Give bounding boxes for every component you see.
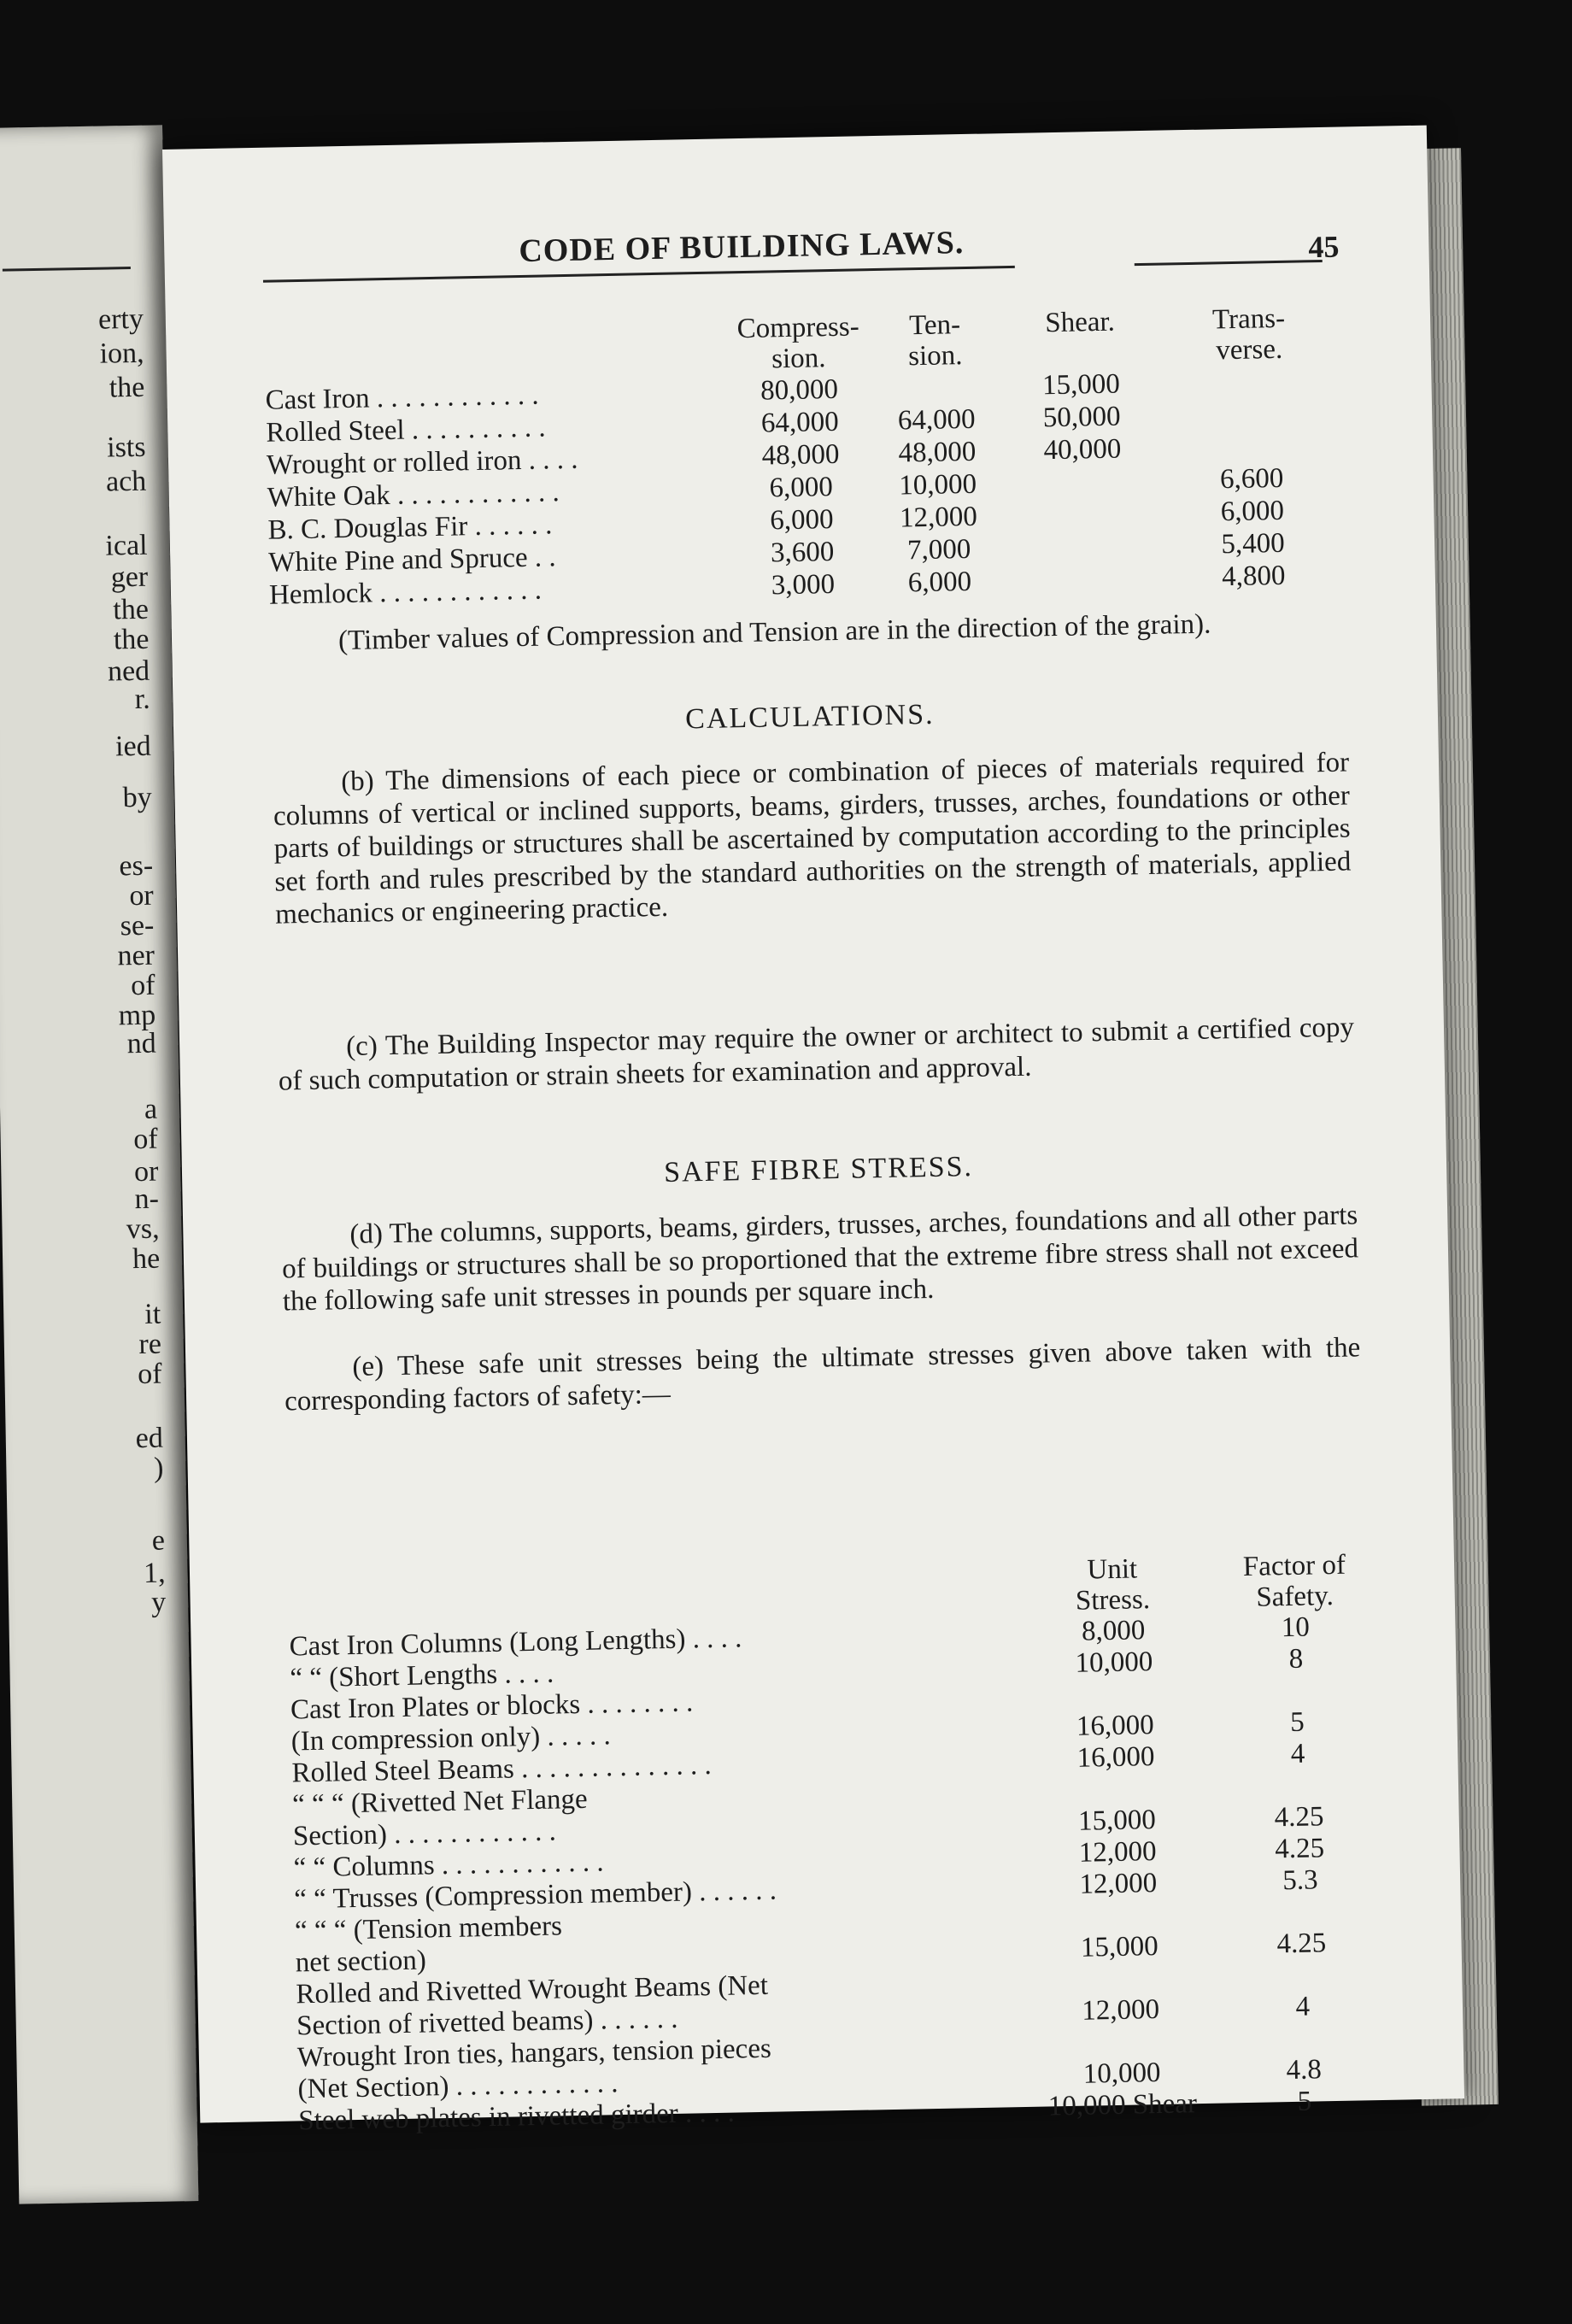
left-page-fragments: [0, 125, 167, 1618]
compression-value: 64,000: [760, 406, 839, 439]
left-page-fragment: mp: [118, 999, 156, 1032]
tension-value: 7,000: [906, 533, 971, 566]
stress-item-name: Cast Iron Plates or blocks . . . . . . . . (In compression only) . . . . .: [290, 1687, 694, 1758]
paragraph-d: (d) The columns, supports, beams, girders, trusses, arches, foundations and all other parts of buildings or structures shall be so proportioned that the extreme fibre stress shall not exceed the following safe unit stresses in pounds per square inch.: [281, 1200, 1359, 1318]
left-page-fragment: ied: [114, 730, 151, 763]
material-name: White Pine and Spruce . .: [267, 542, 556, 578]
left-page-fragment: se-: [120, 909, 155, 942]
factor-of-safety-value: 4.25: [1275, 1833, 1325, 1865]
compression-value: 3,600: [770, 536, 835, 569]
left-page-fragment: ical: [105, 529, 148, 562]
left-page-fragment: nd: [126, 1027, 157, 1060]
tension-value: 10,000: [898, 468, 977, 502]
left-page-rule: [3, 267, 131, 272]
factor-of-safety-value: 5: [1297, 2086, 1312, 2117]
unit-stress-value: 12,000: [1079, 1868, 1158, 1900]
left-page-fragment: ion,: [99, 337, 144, 370]
left-page-fragment: a: [144, 1093, 158, 1125]
shear-value: 15,000: [1041, 368, 1121, 402]
left-page-fragment: of: [137, 1358, 162, 1391]
left-page-fragment: he: [132, 1242, 161, 1276]
left-page-fragment: 1,: [143, 1557, 166, 1589]
material-name: Cast Iron . . . . . . . . . . . .: [265, 379, 539, 416]
left-page-fragment: or: [129, 879, 155, 913]
stress-item-name: “ “ “ (Tension members net section): [294, 1910, 563, 1979]
left-page-fragment: r.: [134, 683, 151, 715]
material-name: White Oak . . . . . . . . . . . .: [267, 477, 560, 514]
left-page-fragment: the: [109, 371, 145, 404]
shear-value: [1008, 562, 1163, 597]
unit-stress-value: 16,000: [1076, 1741, 1155, 1774]
tension-value: 6,000: [907, 566, 972, 599]
unit-stress-value: 8,000: [1081, 1615, 1146, 1647]
compression-value: 3,000: [771, 568, 836, 602]
paragraph-c: (c) The Building Inspector may require the owner or architect to submit a certified copy of such computation or strain sheets for examination and approval.: [278, 1012, 1355, 1097]
compression-value: 6,000: [769, 472, 834, 504]
left-page-fragment: it: [144, 1298, 161, 1330]
shear-value: [1006, 497, 1161, 532]
stress-item-name: “ “ Columns . . . . . . . . . . . .: [293, 1846, 604, 1884]
material-name: Rolled Steel . . . . . . . . . .: [266, 412, 546, 449]
transverse-value: [1158, 364, 1342, 400]
timber-note: (Timber values of Compression and Tension are in the direction of the grain).: [337, 608, 1211, 657]
left-page-fragment: e: [151, 1524, 166, 1557]
factor-of-safety-value: 4.25: [1276, 1928, 1327, 1960]
materials-table-body: [265, 364, 1346, 612]
left-page-fragment: ): [153, 1452, 164, 1484]
factor-of-safety-value: 4: [1290, 1738, 1305, 1769]
header-transverse: Trans- verse.: [1211, 302, 1286, 367]
unit-stress-value: 16,000: [1076, 1710, 1155, 1742]
left-page-fragment: ists: [106, 431, 146, 464]
material-name: Hemlock . . . . . . . . . . . .: [268, 574, 543, 611]
left-page-fragment: y: [150, 1586, 167, 1618]
calculations-heading: CALCULATIONS.: [684, 698, 935, 736]
left-page-fragment: ed: [135, 1422, 164, 1455]
transverse-value: 6,600: [1219, 462, 1284, 496]
header-shear: Shear.: [1044, 306, 1116, 339]
left-page-fragment: ned: [107, 654, 150, 688]
stress-item-name: “ “ (Short Lengths . . . .: [290, 1658, 554, 1694]
unit-stress-value: 10,000: [1082, 2057, 1161, 2090]
header-factor-of-safety: Factor of Safety.: [1242, 1549, 1346, 1613]
tension-value: 12,000: [899, 501, 978, 534]
factor-of-safety-value: 10: [1281, 1611, 1311, 1644]
materials-table: [264, 302, 1346, 612]
shear-value: 50,000: [1042, 401, 1121, 434]
tension-value: 48,000: [898, 436, 977, 469]
unit-stress-value: 10,000 Shear: [1047, 2088, 1198, 2122]
factor-of-safety-value: 5: [1289, 1706, 1305, 1738]
left-page-fragment: the: [113, 623, 150, 656]
unit-stress-value: 15,000: [1080, 1931, 1158, 1963]
paragraph-b: (b) The dimensions of each piece or combination of pieces of materials required for columns of vertical or inclined supports, beams, girders, trusses, arches, foundations or other parts of buildings or structures shall be ascertained by computation according to the principles set forth and rules prescribed by the standard authorities on the strength of materials, applied mechanics or engineering practice.: [273, 747, 1352, 930]
stress-item-name: “ “ “ (Rivetted Net Flange Section) . . . . . . . . . . . .: [291, 1783, 588, 1852]
stress-item-name: Rolled and Rivetted Wrought Beams (Net Section of rivetted beams) . . . . . .: [296, 1969, 769, 2042]
left-page-fragment: ner: [117, 939, 155, 972]
left-page-fragment: vs,: [126, 1212, 160, 1246]
stress-item-name: Rolled Steel Beams . . . . . . . . . . . . . .: [291, 1750, 713, 1789]
left-page-fragment: ger: [110, 560, 149, 594]
header-tension: Ten- sion.: [907, 309, 963, 373]
left-page-fragment: n-: [134, 1183, 160, 1216]
stress-item-name: Cast Iron Columns (Long Lengths) . . . .: [289, 1623, 742, 1663]
page-number: 45: [1308, 229, 1340, 265]
material-name: Wrought or rolled iron . . . .: [266, 443, 578, 481]
page-header: [262, 217, 1340, 306]
stress-table: [288, 1549, 1401, 2138]
factor-of-safety-value: 8: [1288, 1643, 1304, 1676]
left-page-fragment: es-: [119, 849, 154, 883]
safe-fibre-stress-heading: SAFE FIBRE STRESS.: [663, 1151, 974, 1188]
header-unit-stress: Unit Stress.: [1075, 1553, 1151, 1617]
left-page-fragment: of: [133, 1123, 159, 1156]
transverse-value: 5,400: [1221, 527, 1286, 560]
tension-value: [867, 370, 1005, 405]
compression-value: 80,000: [760, 373, 839, 407]
left-page-fragment: of: [130, 969, 155, 1002]
transverse-value: [1159, 429, 1344, 465]
left-page-fragment: re: [138, 1328, 162, 1361]
factor-of-safety-value: 5.3: [1282, 1864, 1318, 1897]
stress-item-name: Wrought Iron ties, hangars, tension pieces (Net Section) . . . . . . . . . . . .: [296, 2033, 772, 2105]
header-rule-right: [1135, 260, 1323, 266]
left-page-fragment: by: [122, 781, 153, 814]
factor-of-safety-value: 4.8: [1286, 2054, 1323, 2086]
header-compression: Compress- sion.: [736, 311, 859, 375]
header-rule: [263, 266, 1015, 283]
compression-value: 6,000: [770, 504, 834, 537]
shear-value: [1006, 465, 1160, 500]
compression-value: 48,000: [761, 438, 840, 472]
unit-stress-value: 12,000: [1081, 1993, 1160, 2027]
unit-stress-value: 12,000: [1078, 1836, 1157, 1869]
stress-item-name: Steel web plates in rivetted girder . . . .: [297, 2097, 736, 2137]
stress-item-name: “ “ Trusses (Compression member) . . . . . .: [294, 1875, 777, 1916]
left-page-fragment: or: [133, 1155, 159, 1188]
tension-value: 64,000: [897, 403, 976, 437]
left-page-fragment: the: [112, 593, 150, 626]
book-page: [162, 126, 1464, 2137]
transverse-value: [1158, 396, 1343, 432]
transverse-value: 4,800: [1221, 560, 1286, 593]
factor-of-safety-value: 4: [1295, 1991, 1311, 2022]
transverse-value: 6,000: [1220, 495, 1285, 528]
stress-table-body: [289, 1611, 1400, 2138]
paragraph-e: (e) These safe unit stresses being the ultimate stresses given above taken with the corresponding factors of safety:—: [284, 1332, 1361, 1417]
shear-value: 40,000: [1043, 433, 1122, 467]
factor-of-safety-value: 4.25: [1274, 1801, 1324, 1834]
running-head: CODE OF BUILDING LAWS.: [518, 225, 965, 270]
left-page-fragment: ach: [105, 465, 147, 498]
unit-stress-value: 15,000: [1077, 1805, 1157, 1837]
left-page-fragment: erty: [97, 302, 144, 336]
shear-value: [1007, 530, 1162, 565]
material-name: B. C. Douglas Fir . . . . . .: [267, 509, 553, 546]
unit-stress-value: 10,000: [1075, 1646, 1153, 1679]
